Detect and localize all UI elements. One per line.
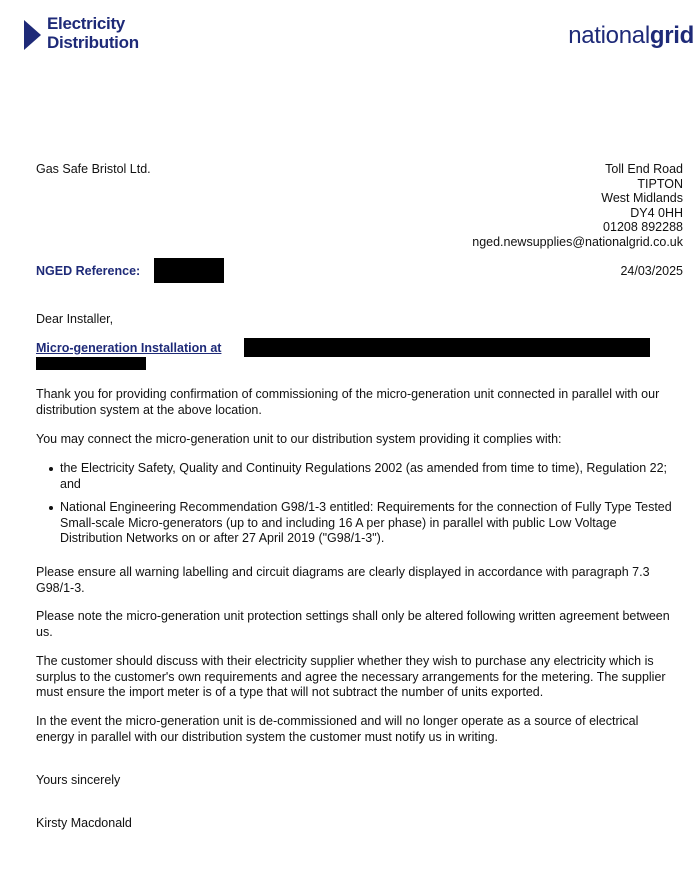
list-item-text: National Engineering Recommendation G98/1-3 entitled: Requirements for the connection of Fully Type Tested Small-scale Micro-generators (up to and including 16 A per phase) in parallel with public Low Voltage Distribution Networks on or after 27 April 2019 ("G98/1-3").	[60, 500, 672, 545]
paragraph-3: Please ensure all warning labelling and circuit diagrams are clearly displayed in accordance with paragraph 7.3 G98/1-3.	[36, 565, 650, 595]
subject-line: Micro-generation Installation at	[36, 341, 222, 355]
logo-line-2: Distribution	[47, 33, 139, 52]
address-email: nged.newsupplies@nationalgrid.co.uk	[472, 234, 683, 249]
reference-label: NGED Reference:	[36, 264, 141, 278]
address-line-1: Toll End Road	[605, 162, 683, 176]
address-phone: 01208 892288	[603, 220, 683, 234]
paragraph-2: You may connect the micro-generation unit to our distribution system providing it complies with:	[36, 432, 562, 446]
ng-logo-part-1: national	[568, 22, 650, 49]
address-line-3: West Midlands	[601, 191, 683, 205]
address-redaction	[244, 338, 650, 357]
list-item	[36, 461, 676, 492]
address-line-4: DY4 0HH	[630, 205, 683, 220]
signatory-name: Kirsty Macdonald	[36, 816, 132, 830]
logo-triangle-icon	[24, 20, 41, 50]
electricity-distribution-logo	[24, 14, 164, 56]
list-item-text: the Electricity Safety, Quality and Continuity Regulations 2002 (as amended from time to time), Regulation 22; and	[60, 461, 668, 491]
national-grid-logo	[568, 22, 694, 50]
address-redaction-line-2	[36, 357, 146, 370]
bullet-icon	[49, 467, 53, 471]
requirements-list	[36, 461, 676, 555]
address-block	[472, 162, 683, 249]
letter-date: 24/03/2025	[620, 264, 683, 278]
recipient-name: Gas Safe Bristol Ltd.	[36, 162, 151, 176]
paragraph-1: Thank you for providing confirmation of commissioning of the micro-generation unit connected in parallel with our distribution system at the above location.	[36, 387, 660, 417]
closing: Yours sincerely	[36, 773, 121, 787]
ng-logo-part-2: grid	[649, 22, 694, 49]
paragraph-5: The customer should discuss with their electricity supplier whether they wish to purchase any electricity which is surplus to the customer's own requirements and agree the necessary arrangements for the metering. The supplier must ensure the import meter is of a type that will not subtract the number of units exported.	[36, 654, 666, 699]
paragraph-6: In the event the micro-generation unit is de-commissioned and will no longer operate as a source of electrical energy in parallel with our distribution system the customer must notify us in writing.	[36, 714, 639, 744]
address-line-2: TIPTON	[637, 176, 683, 191]
logo-line-1: Electricity	[47, 14, 125, 33]
reference-redaction	[154, 258, 224, 283]
greeting: Dear Installer,	[36, 312, 114, 326]
bullet-icon	[49, 506, 53, 510]
paragraph-4: Please note the micro-generation unit protection settings shall only be altered following written agreement between us.	[36, 609, 670, 639]
list-item	[36, 500, 676, 547]
